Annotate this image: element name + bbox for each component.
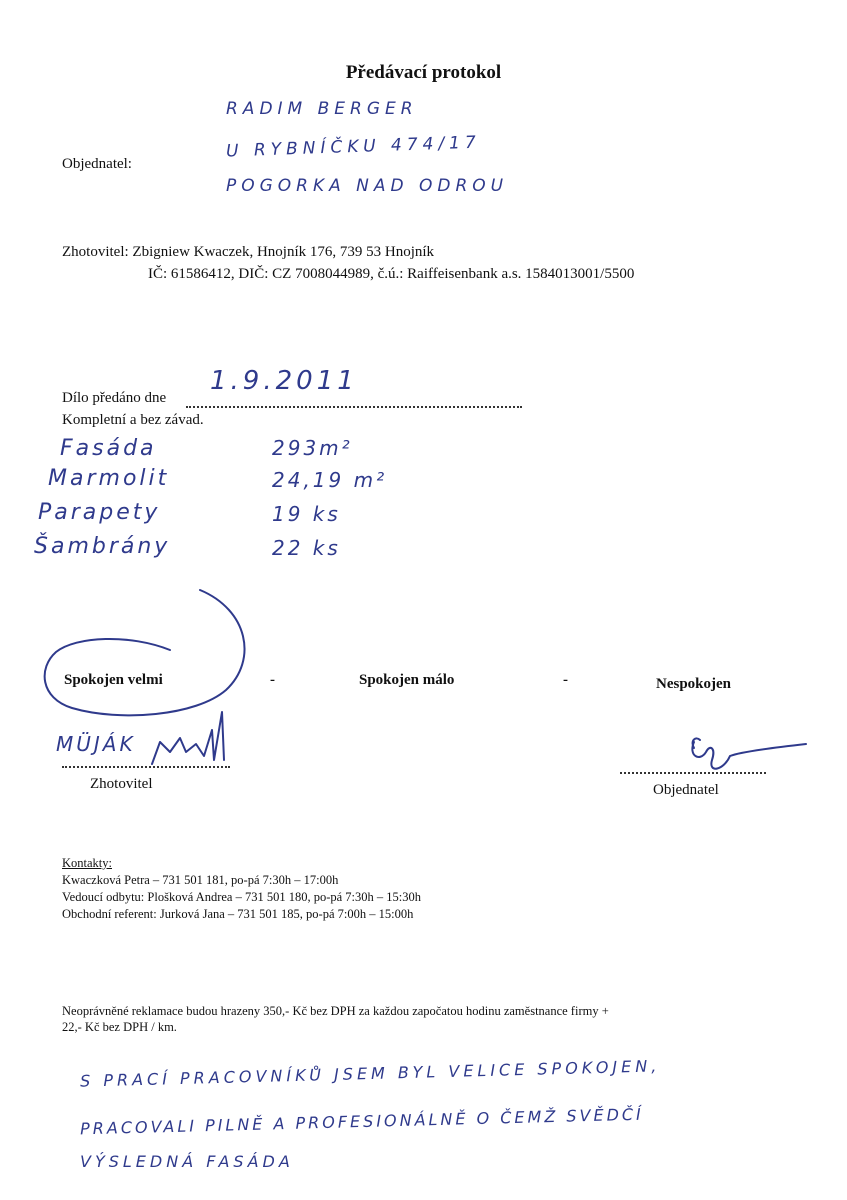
contact-line: Kwaczková Petra – 731 501 181, po-pá 7:30h – 17:00h [62, 873, 339, 887]
item-name: Šambrány [34, 534, 171, 559]
document-title: Předávací protokol [345, 62, 502, 83]
objednatel-signature-line [620, 772, 766, 774]
item-qty: 24,19 m² [272, 468, 388, 492]
selection-circle [45, 590, 245, 715]
objednatel-street-handwritten: U RYBNÍČKU 474/17 [225, 132, 482, 162]
zhotovitel-line: Zhotovitel: Zbigniew Kwaczek, Hnojník 176, 739 53 Hnojník [62, 244, 435, 260]
objednatel-city-handwritten: POGORKA NAD ODROU [226, 176, 509, 196]
comment-handwritten-line: VÝSLEDNÁ FASÁDA [80, 1152, 294, 1171]
item-name: Parapety [38, 500, 161, 525]
comment-handwritten-line: PRACOVALI PILNĚ A PROFESIONÁLNĚ O ČEMŽ SVĚDČÍ [79, 1104, 644, 1139]
item-name: Fasáda [60, 436, 157, 461]
zhotovitel-signature-scribble [152, 712, 224, 764]
item-name: Marmolit [48, 466, 170, 491]
contacts-heading: Kontakty: [62, 856, 112, 870]
item-qty: 19 ks [272, 502, 341, 526]
comment-handwritten-line: S PRACÍ PRACOVNÍKŮ JSEM BYL VELICE SPOKOJEN, [79, 1056, 661, 1091]
zhotovitel-signature-label: Zhotovitel [90, 776, 153, 792]
option-separator: - [563, 672, 568, 688]
option-nespokojen: Nespokojen [656, 676, 732, 692]
zhotovitel-signature-line [62, 766, 230, 768]
contact-line: Vedoucí odbytu: Plošková Andrea – 731 501 180, po-pá 7:30h – 15:30h [62, 890, 421, 904]
item-qty: 22 ks [272, 536, 341, 560]
option-separator: - [270, 672, 275, 688]
objednatel-name-handwritten: RADIM BERGER [226, 99, 418, 119]
objednatel-label: Objednatel: [62, 156, 132, 172]
option-spokojen-velmi: Spokojen velmi [64, 672, 163, 688]
handover-date-handwritten: 1.9.2011 [210, 366, 358, 396]
objednatel-signature-stroke [693, 738, 700, 748]
dilo-predano-label: Dílo předáno dne [62, 390, 167, 406]
objednatel-signature-label: Objednatel [653, 782, 719, 798]
item-qty: 293m² [272, 436, 353, 460]
contact-line: Obchodní referent: Jurková Jana – 731 501 185, po-pá 7:00h – 15:00h [62, 907, 414, 921]
option-spokojen-malo: Spokojen málo [359, 672, 455, 688]
zhotovitel-ids-line: IČ: 61586412, DIČ: CZ 7008044989, č.ú.: Raiffeisenbank a.s. 1584013001/5500 [148, 266, 635, 282]
date-dotted-line [186, 406, 522, 408]
reclamation-notice-cont: 22,- Kč bez DPH / km. [62, 1020, 177, 1034]
zhotovitel-signature-handwritten: MÜJÁK [56, 732, 136, 756]
reclamation-notice: Neoprávněné reklamace budou hrazeny 350,- Kč bez DPH za každou započatou hodinu zaměstnance firmy + [62, 1004, 609, 1018]
objednatel-signature-scribble [692, 742, 806, 769]
completion-status: Kompletní a bez závad. [62, 412, 204, 428]
